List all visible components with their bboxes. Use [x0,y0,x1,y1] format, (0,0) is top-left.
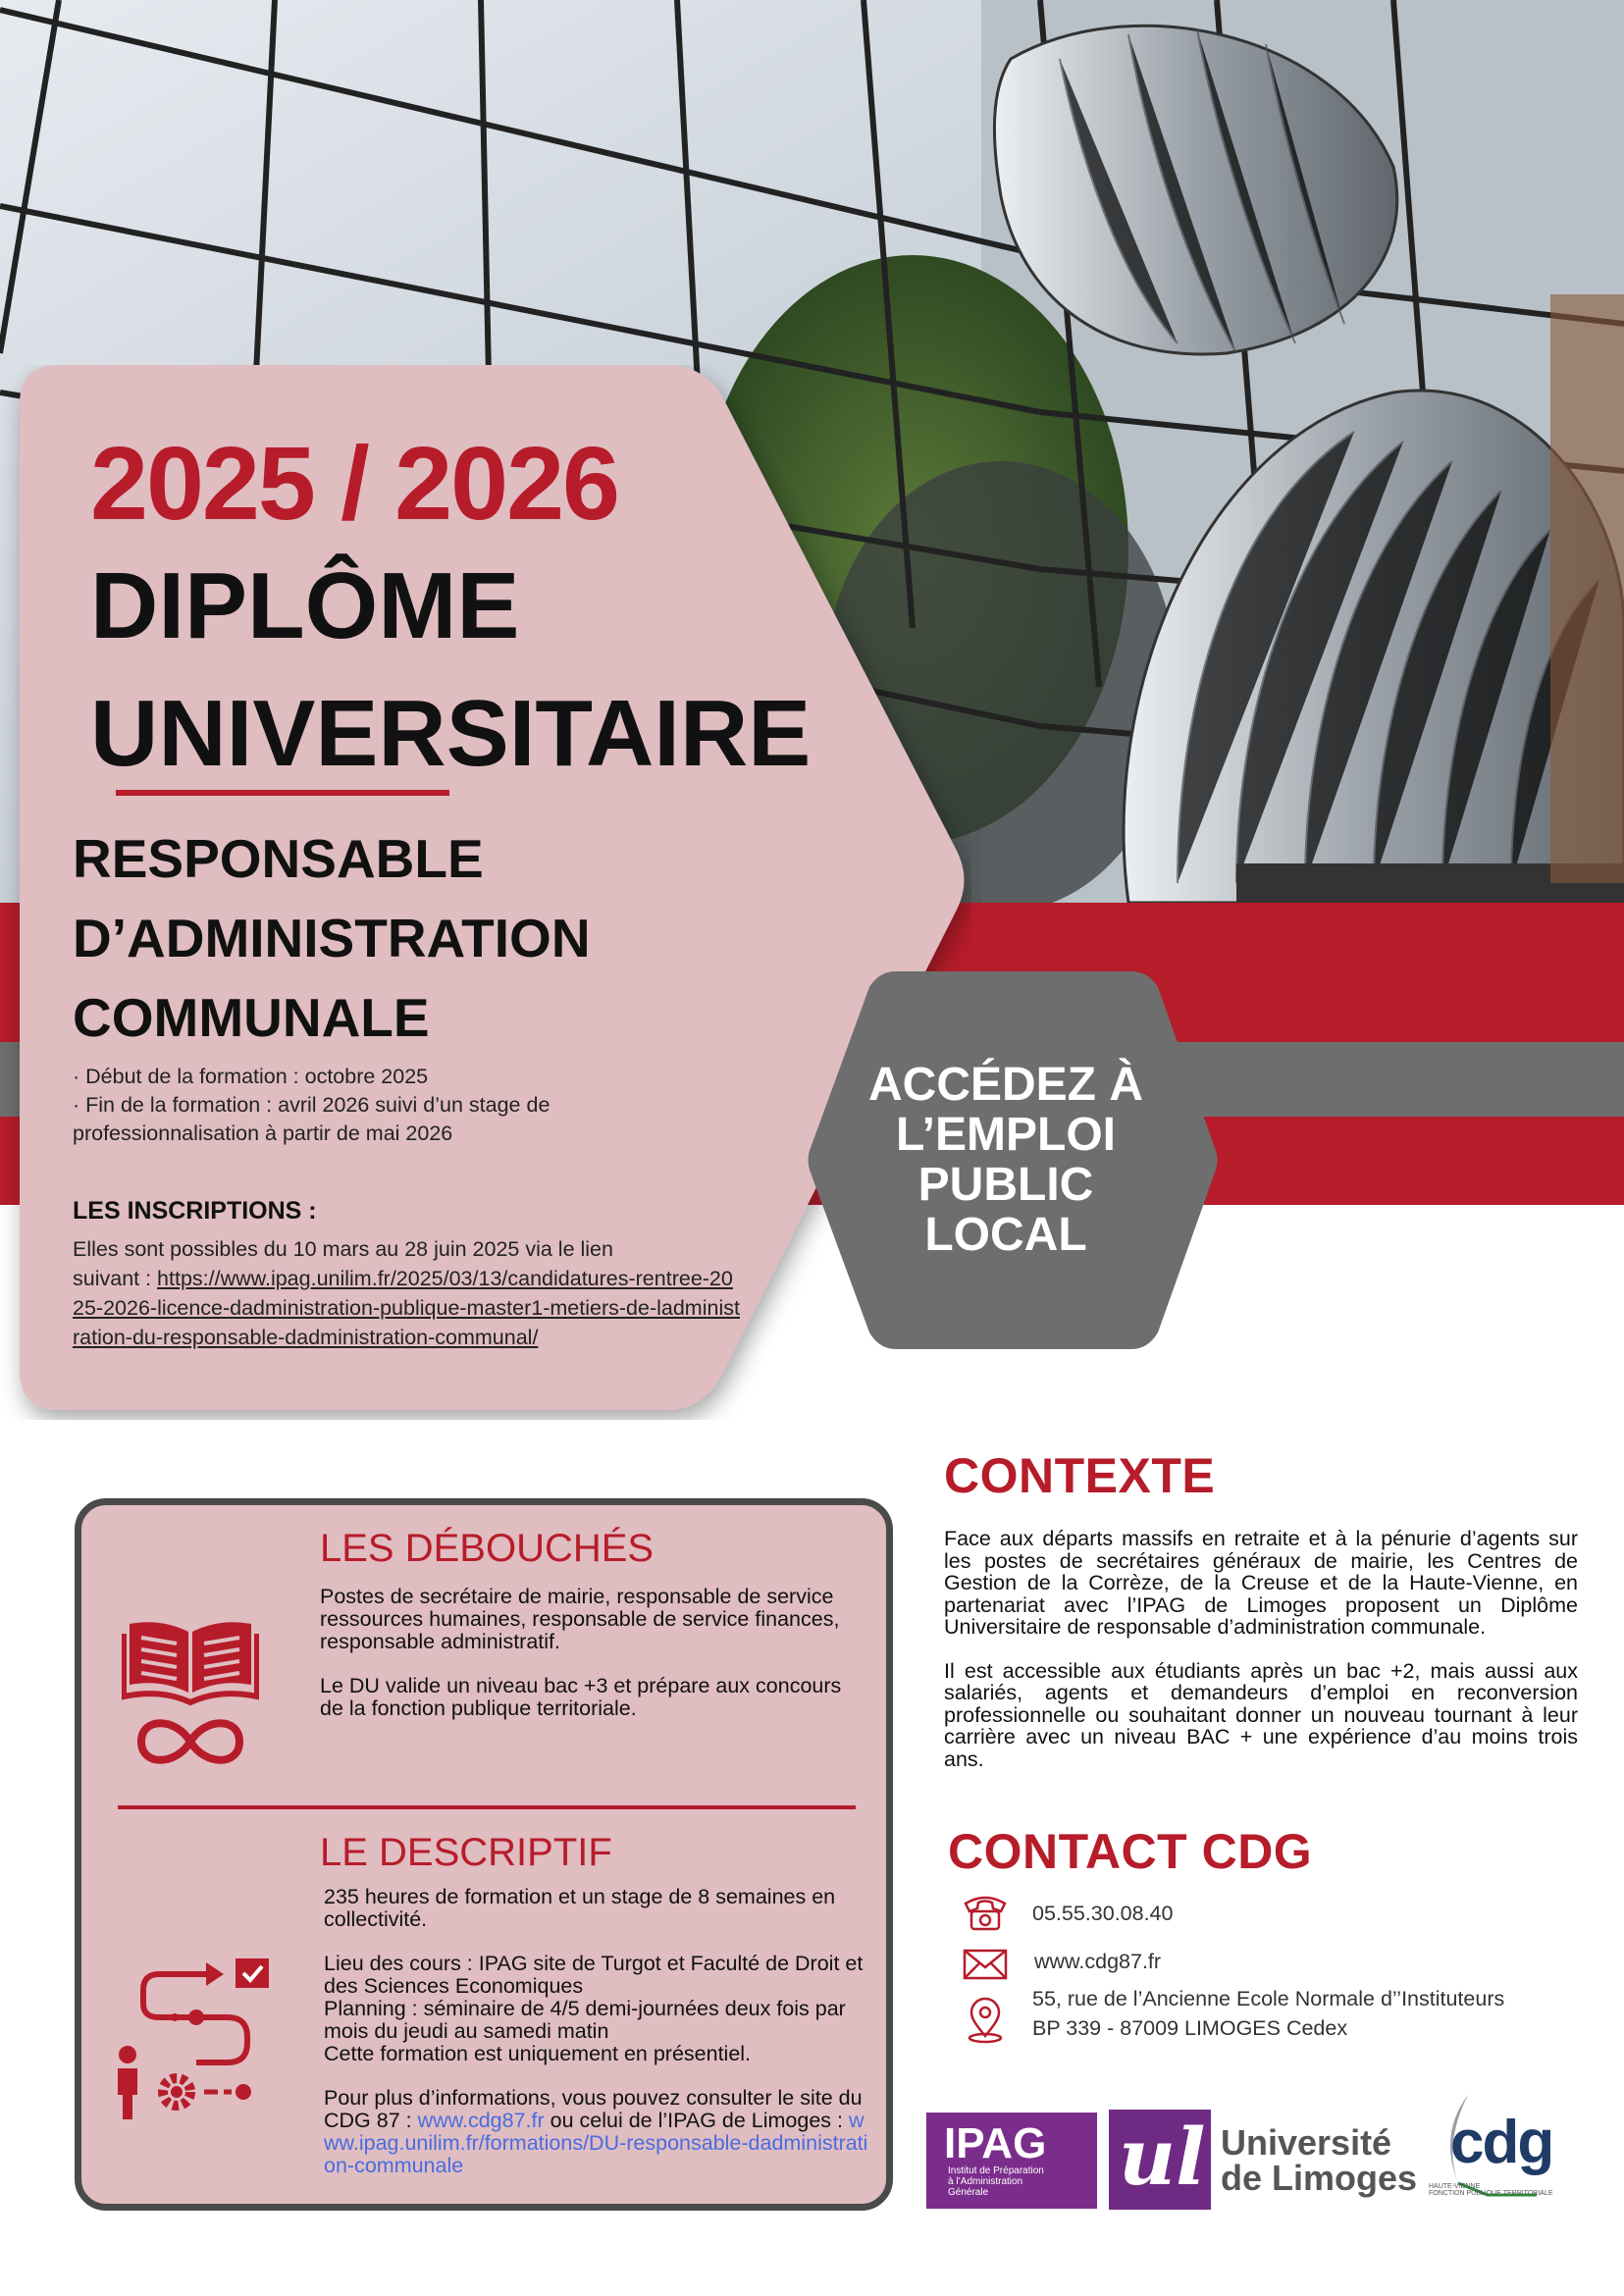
cta-text [844,1060,1168,1260]
title-underline [116,790,449,796]
cdg-logo: cdg [1450,2109,1553,2176]
descriptif-paragraph: Lieu des cours : IPAG site de Turgot et Faculté de Droit et des Sciences Economiques [324,1952,864,1998]
inscriptions-prefix: suivant : [73,1267,158,1290]
ipag-logo-subtitle [948,2166,1044,2198]
contact-website[interactable]: www.cdg87.fr [1034,1950,1162,1973]
card-divider [118,1805,856,1809]
debouches-paragraph: Postes de secrétaire de mairie, responsable de service ressources humaines, responsable de service finances, responsable administratif. [320,1585,840,1653]
descriptif-links-middle: ou celui de l’IPAG de Limoges : [544,2109,849,2132]
descriptif-text [324,1886,873,2177]
ipag-subtitle-line: à l’Administration [948,2176,1023,2187]
mail-icon [962,1948,1009,1981]
cdg-sub-line: FONCTION PUBLIQUE TERRITORIALE [1429,2190,1553,2197]
book-infinity-icon [122,1594,259,1766]
ipag-subtitle-line: Institut de Préparation [948,2166,1044,2176]
inscriptions-line: Elles sont possibles du 10 mars au 28 juin 2025 via le lien [73,1237,613,1261]
ul-mark-text: ul [1119,2111,1206,2203]
program-title-line: RESPONSABLE [73,828,484,889]
descriptif-paragraph: 235 heures de formation et un stage de 8 semaines en collectivité. [324,1885,836,1931]
cta-line: PUBLIC [917,1159,1094,1211]
inscriptions-title: LES INSCRIPTIONS : [73,1197,317,1225]
program-title-line: D’ADMINISTRATION [73,908,591,968]
contexte-paragraph: Face aux départs massifs en retraite et à la pénurie d’agents sur les postes de secrétaires généraux de mairie, les Centres de Gestion de la Corrèze, de la Creuse et de la Haute-Vienne, en partenariat avec l’IPAG de Limoges proposent un Diplôme Universitaire de responsable d’administration communale. [944,1527,1578,1639]
ul-name-line: Université [1221,2122,1392,2163]
contact-address [1032,1984,1504,2043]
address-line: 55, rue de l’Ancienne Ecole Normale d’’Instituteurs [1032,1987,1505,2010]
debouches-title: LES DÉBOUCHÉS [320,1527,655,1570]
process-workflow-icon [110,1953,277,2119]
training-dates [73,1063,550,1148]
universite-limoges-name [1221,2122,1418,2198]
ul-name-line: de Limoges [1221,2158,1418,2198]
diploma-title-line1: DIPLÔME [90,553,520,658]
contexte-paragraph: Il est accessible aux étudiants après un bac +2, mais aussi aux salariés, agents et demandeurs d’emploi en reconversion professionnelle ou souhaitant donner un nouveau tournant à leur carrière avec un niveau BAC + une expérience d’au moins trois ans. [944,1658,1578,1771]
descriptif-links-paragraph [324,2087,873,2177]
ipag-du-link[interactable]: www.ipag.unilim.fr/formations/DU-responsable-dadministration-communale [324,2109,868,2177]
contexte-text [944,1528,1578,1770]
date-line: · Début de la formation : octobre 2025 [73,1065,429,1088]
descriptif-links-prefix: Pour plus d’informations, vous pouvez consulter le site du CDG 87 : [324,2086,863,2132]
ipag-logo-name: IPAG [944,2119,1047,2167]
inscriptions-link[interactable]: https://www.ipag.unilim.fr/2025/03/13/candidatures-rentree-2025-2026-licence-dadministration-publique-master1-metiers-de-ladministration-du-responsable-dadministration-communal/ [73,1267,740,1349]
location-pin-icon [962,1997,1009,2044]
address-line: BP 339 - 87009 LIMOGES Cedex [1032,2016,1348,2040]
cdg-logo-subtitle [1429,2183,1553,2197]
program-title-line: COMMUNALE [73,987,430,1048]
program-title [73,819,591,1058]
inscriptions-text [73,1234,740,1352]
cta-line: LOCAL [924,1209,1087,1261]
date-line: · Fin de la formation : avril 2026 suivi d’un stage de [73,1093,550,1117]
contact-title: CONTACT CDG [948,1824,1313,1879]
cdg87-link[interactable]: www.cdg87.fr [417,2109,545,2132]
cta-line: L’EMPLOI [895,1109,1116,1161]
date-line: professionnalisation à partir de mai 2026 [73,1122,453,1145]
debouches-paragraph: Le DU valide un niveau bac +3 et prépare aux concours de la fonction publique territoriale. [320,1674,842,1720]
descriptif-paragraph: Planning : séminaire de 4/5 demi-journées deux fois par mois du jeudi au samedi matin [324,1997,846,2043]
contact-phone: 05.55.30.08.40 [1032,1902,1174,1925]
diploma-title-line2: UNIVERSITAIRE [90,681,812,786]
academic-year: 2025 / 2026 [90,426,618,542]
descriptif-title: LE DESCRIPTIF [320,1831,612,1874]
debouches-text [320,1586,869,1720]
cdg-sub-line: HAUTE-VIENNE [1429,2183,1481,2190]
descriptif-paragraph: Cette formation est uniquement en présentiel. [324,2042,752,2065]
ipag-subtitle-line: Générale [948,2187,989,2198]
phone-icon [962,1894,1009,1933]
cta-line: ACCÉDEZ À [867,1059,1143,1111]
contexte-title: CONTEXTE [944,1448,1216,1503]
